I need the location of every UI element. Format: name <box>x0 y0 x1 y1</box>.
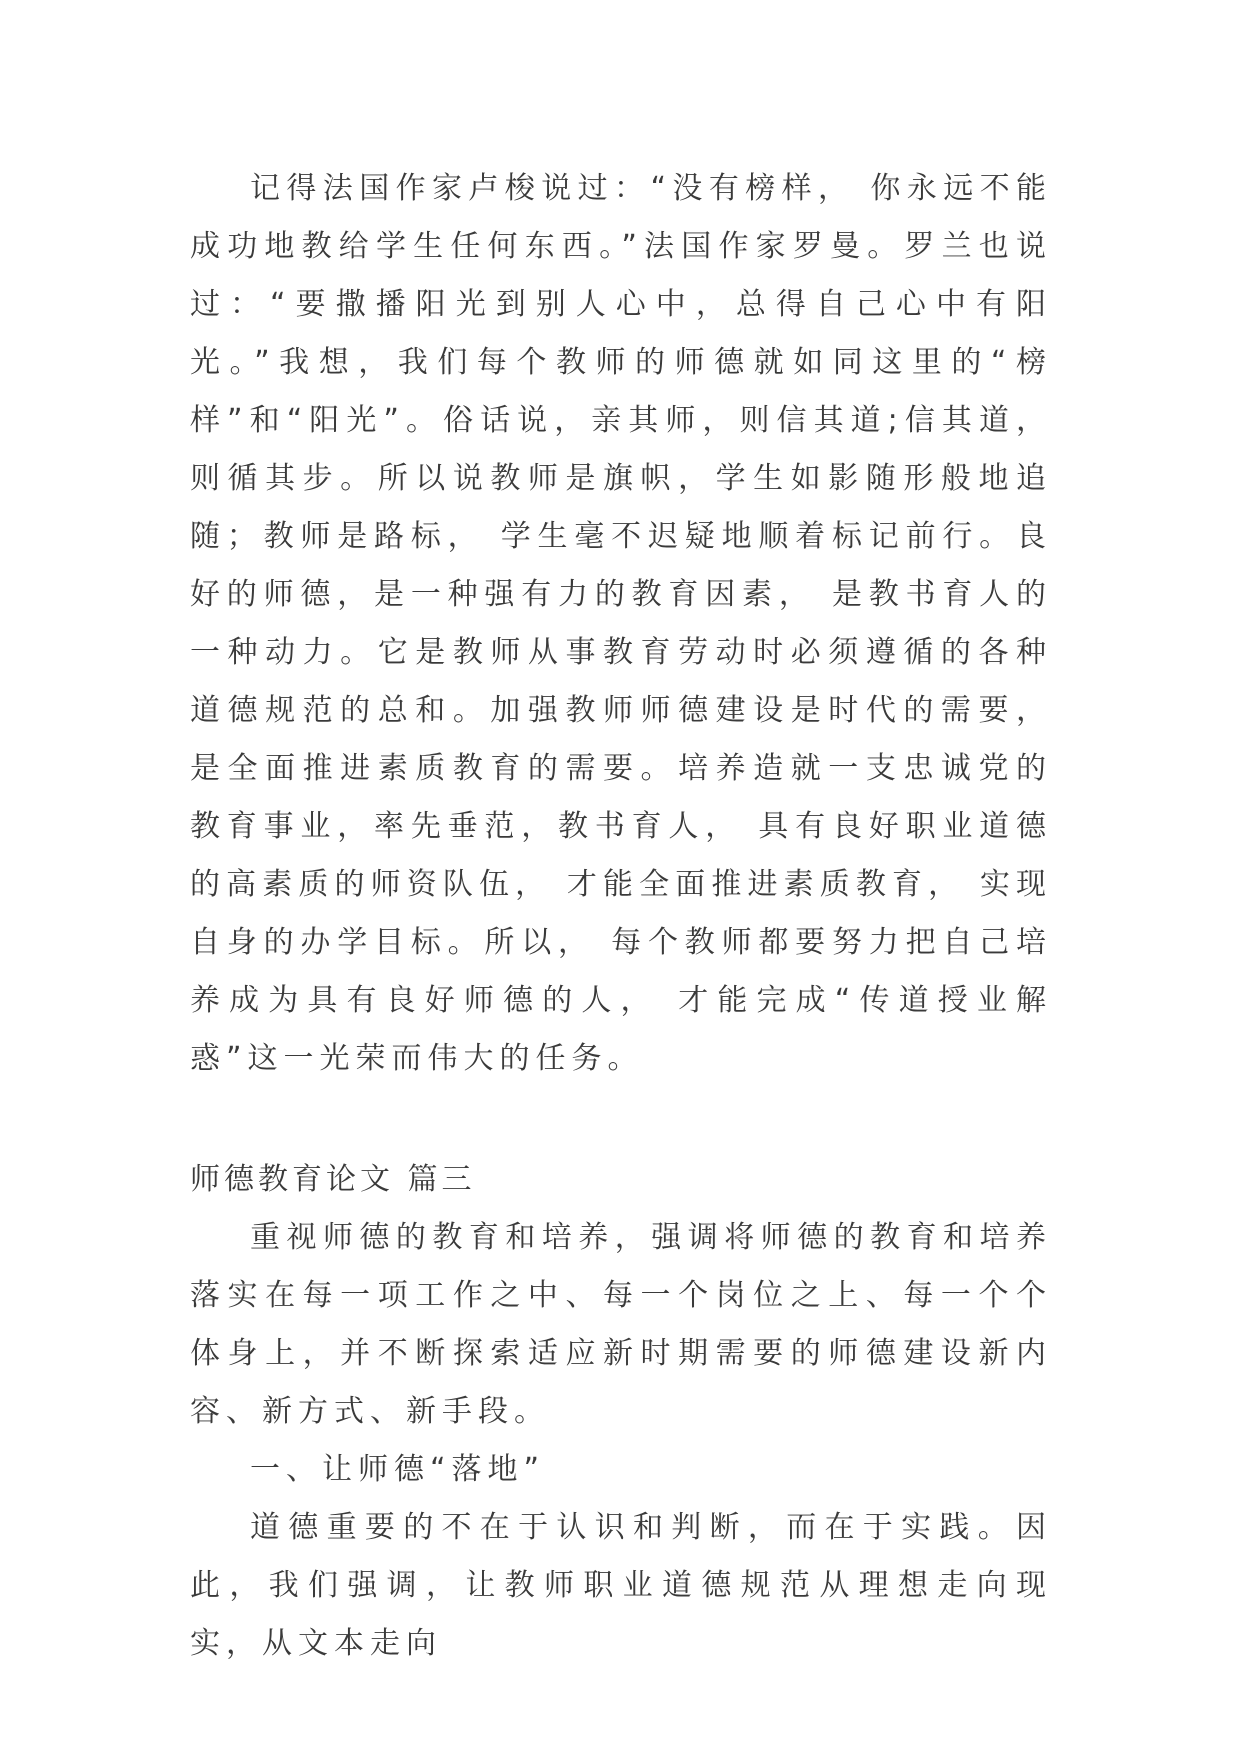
subsection-heading: 一、让师德“落地” <box>250 1452 546 1487</box>
section-heading: 师德教育论文 篇三 <box>190 1162 476 1197</box>
body-paragraph: 道德重要的不在于认识和判断，而在于实践。因此，我们强调，让教师职业道德规范从理想走向现实，从文本走向 <box>190 1510 1052 1661</box>
body-paragraph: 记得法国作家卢梭说过：“没有榜样， 你永远不能成功地教给学生任何东西。”法国作家罗曼。罗兰也说过：“要撒播阳光到别人心中，总得自己心中有阳光。”我想，我们每个教师的师德就如同这里的“榜样”和“阳光”。俗话说，亲其师，则信其道;信其道，则循其步。所以说教师是旗帜，学生如影随形般地追随；教师是路标， 学生毫不迟疑地顺着标记前行。良好的师德，是一种强有力的教育因素， 是教书育人的一种动力。它是教师从事教育劳动时必须遵循的各种道德规范的总和。加强教师师德建设是时代的需要，是全面推进素质教育的需要。培养造就一支忠诚党的教育事业，率先垂范，教书育人， 具有良好职业道德的高素质的师资队伍， 才能全面推进素质教育， 实现自身的办学目标。所以， 每个教师都要努力把自己培养成为具有良好师德的人， 才能完成“传道授业解惑”这一光荣而伟大的任务。 <box>190 171 1052 1076</box>
body-paragraph: 重视师德的教育和培养，强调将师德的教育和培养落实在每一项工作之中、每一个岗位之上、每一个个体身上，并不断探索适应新时期需要的师德建设新内容、新方式、新手段。 <box>190 1220 1052 1429</box>
document-body <box>190 160 1052 1673</box>
